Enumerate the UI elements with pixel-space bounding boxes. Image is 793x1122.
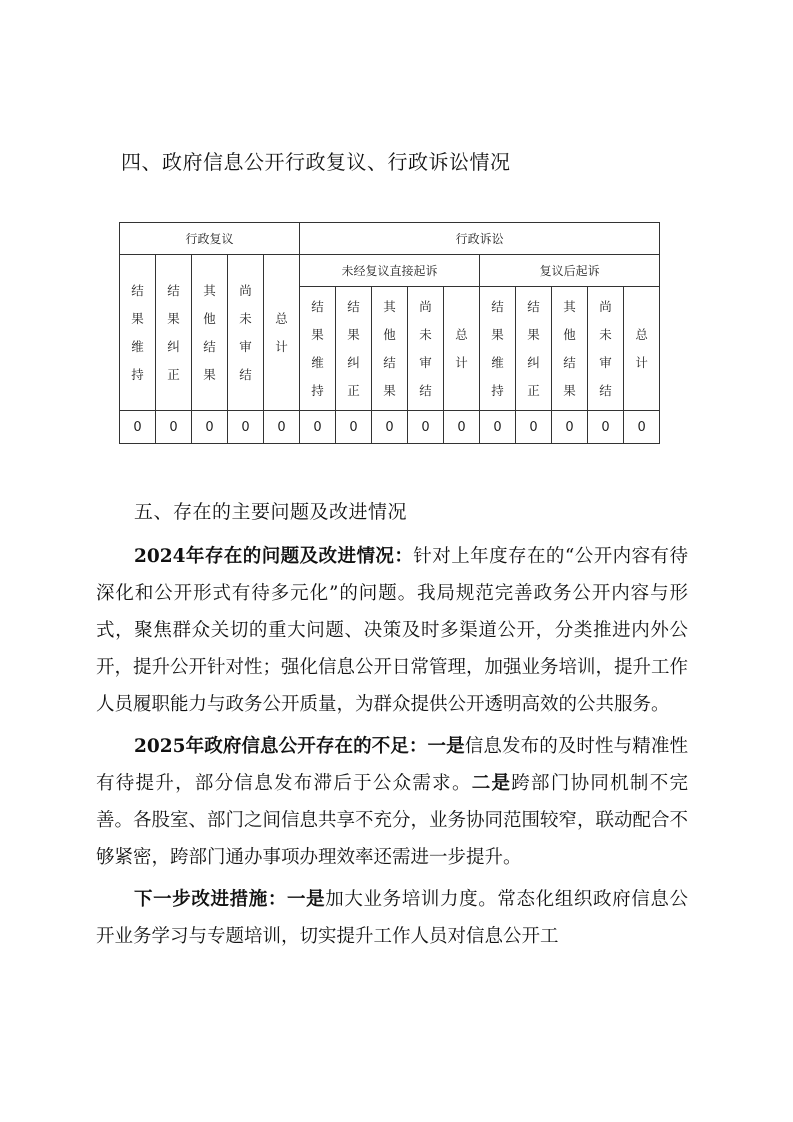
col-header-other-result: 其他结果 (372, 287, 408, 411)
table-cell-value: 0 (300, 411, 336, 444)
header-reconsideration: 行政复议 (120, 223, 300, 255)
table-cell-value: 0 (372, 411, 408, 444)
col-header-result-corrected: 结果纠正 (516, 287, 552, 411)
header-after-reconsideration: 复议后起诉 (480, 255, 660, 287)
table-cell-value: 0 (192, 411, 228, 444)
point-text: 跨部门协同机制不完善。各股室、部门之间信息共享不充分，业务协同范围较窄，联动配合不够紧密，跨部门通办事项办理效率还需进一步提升。 (96, 773, 689, 868)
table-cell-value: 0 (156, 411, 192, 444)
col-header-result-upheld: 结果维持 (120, 255, 156, 411)
table-cell-value: 0 (588, 411, 624, 444)
paragraph-2025-shortcomings (96, 728, 688, 876)
col-header-total: 总计 (264, 255, 300, 411)
col-header-pending: 尚未审结 (408, 287, 444, 411)
paragraph-2024-issues (96, 538, 688, 723)
paragraph-label: 下一步改进措施： (134, 889, 287, 910)
section-5-title: 五、存在的主要问题及改进情况 (134, 501, 408, 523)
point-label: 二是 (471, 773, 512, 794)
header-litigation: 行政诉讼 (300, 223, 660, 255)
section-4-title: 四、政府信息公开行政复议、行政诉讼情况 (121, 150, 511, 174)
paragraph-label: 2025年政府信息公开存在的不足： (134, 736, 428, 757)
col-header-result-corrected: 结果纠正 (156, 255, 192, 411)
col-header-pending: 尚未审结 (228, 255, 264, 411)
point-text: 加大业务培训力度。常态化组织政府信息公开业务学习与专题培训，切实提升工作人员对信息公开工 (96, 889, 688, 947)
point-text: 信息发布的及时性与精准性有待提升，部分信息发布滞后于公众需求。 (96, 736, 688, 794)
point-label: 一是 (427, 736, 465, 757)
col-header-other-result: 其他结果 (192, 255, 228, 411)
col-header-result-upheld: 结果维持 (480, 287, 516, 411)
col-header-other-result: 其他结果 (552, 287, 588, 411)
table-cell-value: 0 (444, 411, 480, 444)
col-header-total: 总计 (444, 287, 480, 411)
paragraph-label: 2024年存在的问题及改进情况： (134, 546, 414, 567)
table-cell-value: 0 (480, 411, 516, 444)
table-cell-value: 0 (336, 411, 372, 444)
paragraph-next-steps (96, 881, 688, 955)
section-5-body (96, 538, 688, 960)
table-cell-value: 0 (228, 411, 264, 444)
table-cell-value: 0 (624, 411, 660, 444)
col-header-result-upheld: 结果维持 (300, 287, 336, 411)
col-header-pending: 尚未审结 (588, 287, 624, 411)
paragraph-text: 针对上年度存在的“公开内容有待深化和公开形式有待多元化”的问题。我局规范完善政务公开内容与形式，聚焦群众关切的重大问题、决策及时多渠道公开，分类推进内外公开，提升公开针对性；强化信息公开日常管理，加强业务培训，提升工作人员履职能力与政务公开质量，为群众提供公开透明高效的公共服务。 (96, 546, 689, 715)
table-cell-value: 0 (516, 411, 552, 444)
table-cell-value: 0 (264, 411, 300, 444)
reconsideration-litigation-table (119, 222, 660, 444)
table-cell-value: 0 (408, 411, 444, 444)
table-cell-value: 0 (552, 411, 588, 444)
table-cell-value: 0 (120, 411, 156, 444)
point-label: 一是 (287, 889, 326, 910)
header-direct-suit: 未经复议直接起诉 (300, 255, 480, 287)
col-header-total: 总计 (624, 287, 660, 411)
col-header-result-corrected: 结果纠正 (336, 287, 372, 411)
